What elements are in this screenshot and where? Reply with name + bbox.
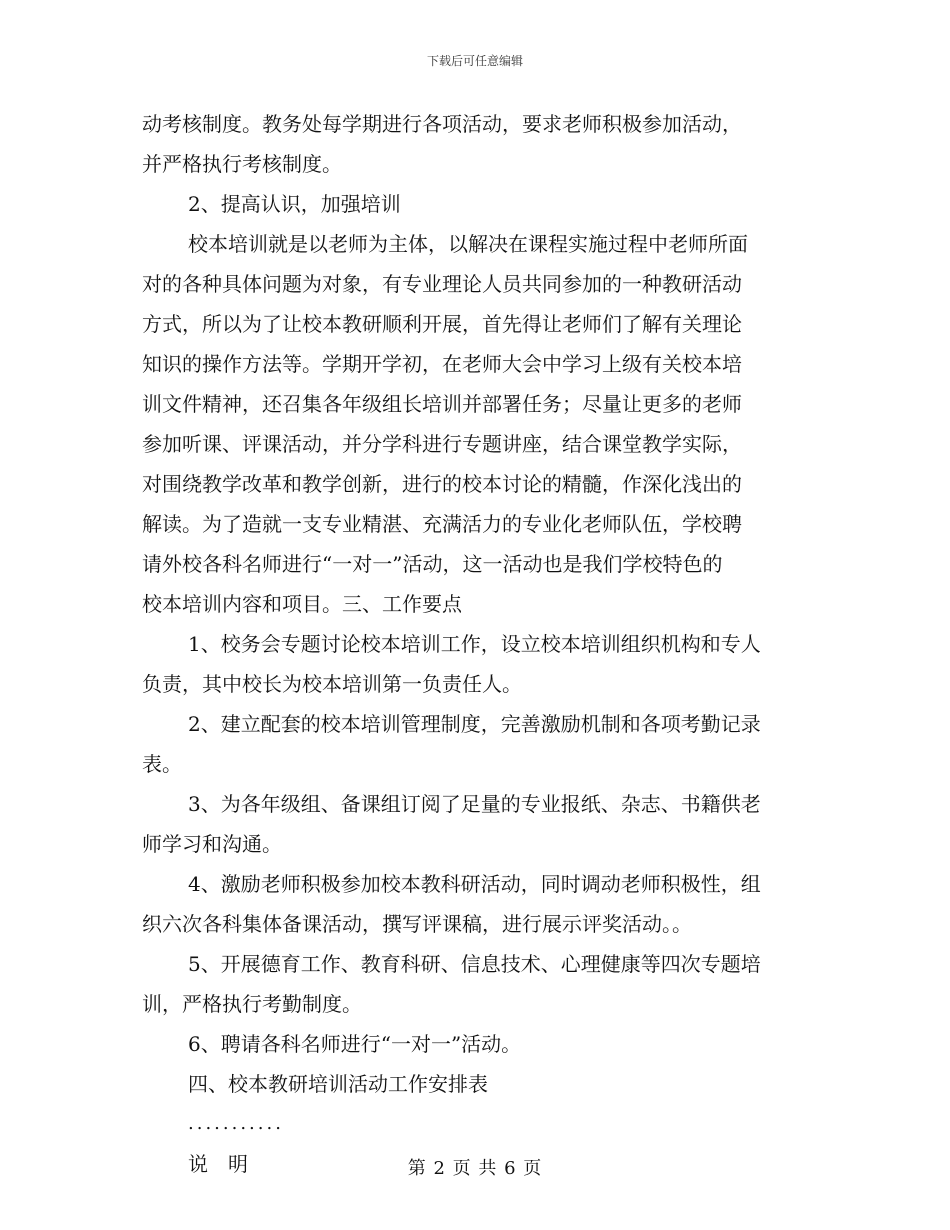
text-line: 织六次各科集体备课活动，撰写评课稿，进行展示评奖活动。。 <box>142 912 692 936</box>
text-line: 5、开展德育工作、教育科研、信息技术、心理健康等四次专题培 <box>188 952 761 976</box>
text-line: 知识的操作方法等。学期开学初，在老师大会中学习上级有关校本培 <box>142 352 742 376</box>
text-line: 校本培训内容和项目。三、工作要点 <box>142 592 462 616</box>
text-line: 对的各种具体问题为对象，有专业理论人员共同参加的一种教研活动 <box>142 272 742 296</box>
text-line: 3、为各年级组、备课组订阅了足量的专业报纸、杂志、书籍供老 <box>188 792 761 816</box>
text-line: 6、聘请各科名师进行“一对一”活动。 <box>188 1032 522 1056</box>
text-line: 训，严格执行考勤制度。 <box>142 992 362 1016</box>
text-line: 4、激励老师积极参加校本教科研活动，同时调动老师积极性，组 <box>188 872 761 896</box>
text-line: 并严格执行考核制度。 <box>142 152 342 176</box>
text-line: 参加听课、评课活动，并分学科进行专题讲座，结合课堂教学实际， <box>142 432 742 456</box>
text-line: 解读。为了造就一支专业精湛、充满活力的专业化老师队伍，学校聘 <box>142 512 742 536</box>
text-line: 请外校各科名师进行“一对一”活动，这一活动也是我们学校特色的 <box>142 552 723 576</box>
page-header: 下载后可任意编辑 <box>426 54 523 68</box>
text-line: 2、建立配套的校本培训管理制度，完善激励机制和各项考勤记录 <box>188 712 761 736</box>
text-line: 校本培训就是以老师为主体，以解决在课程实施过程中老师所面 <box>188 232 748 256</box>
text-line: 动考核制度。教务处每学期进行各项活动，要求老师积极参加活动， <box>142 112 742 136</box>
document-body <box>142 104 814 1184</box>
text-line: 1、校务会专题讨论校本培训工作，设立校本培训组织机构和专人 <box>188 632 761 656</box>
text-line: 训文件精神，还召集各年级组长培训并部署任务；尽量让更多的老师 <box>142 392 742 416</box>
ellipsis-line: ........... <box>188 1113 284 1134</box>
text-line: 负责，其中校长为校本培训第一负责任人。 <box>142 672 522 696</box>
text-line: 说 明 <box>188 1152 248 1176</box>
text-line: 四、校本教研培训活动工作安排表 <box>188 1072 488 1096</box>
page-footer: 第 2 页 共 6 页 <box>407 1158 543 1179</box>
text-line: 表。 <box>142 752 182 776</box>
text-line: 师学习和沟通。 <box>142 832 282 856</box>
text-line: 对围绕教学改革和教学创新，进行的校本讨论的精髓，作深化浅出的 <box>142 472 742 496</box>
text-line: 2、提高认识，加强培训 <box>188 192 401 216</box>
text-line: 方式，所以为了让校本教研顺利开展，首先得让老师们了解有关理论 <box>142 312 742 336</box>
